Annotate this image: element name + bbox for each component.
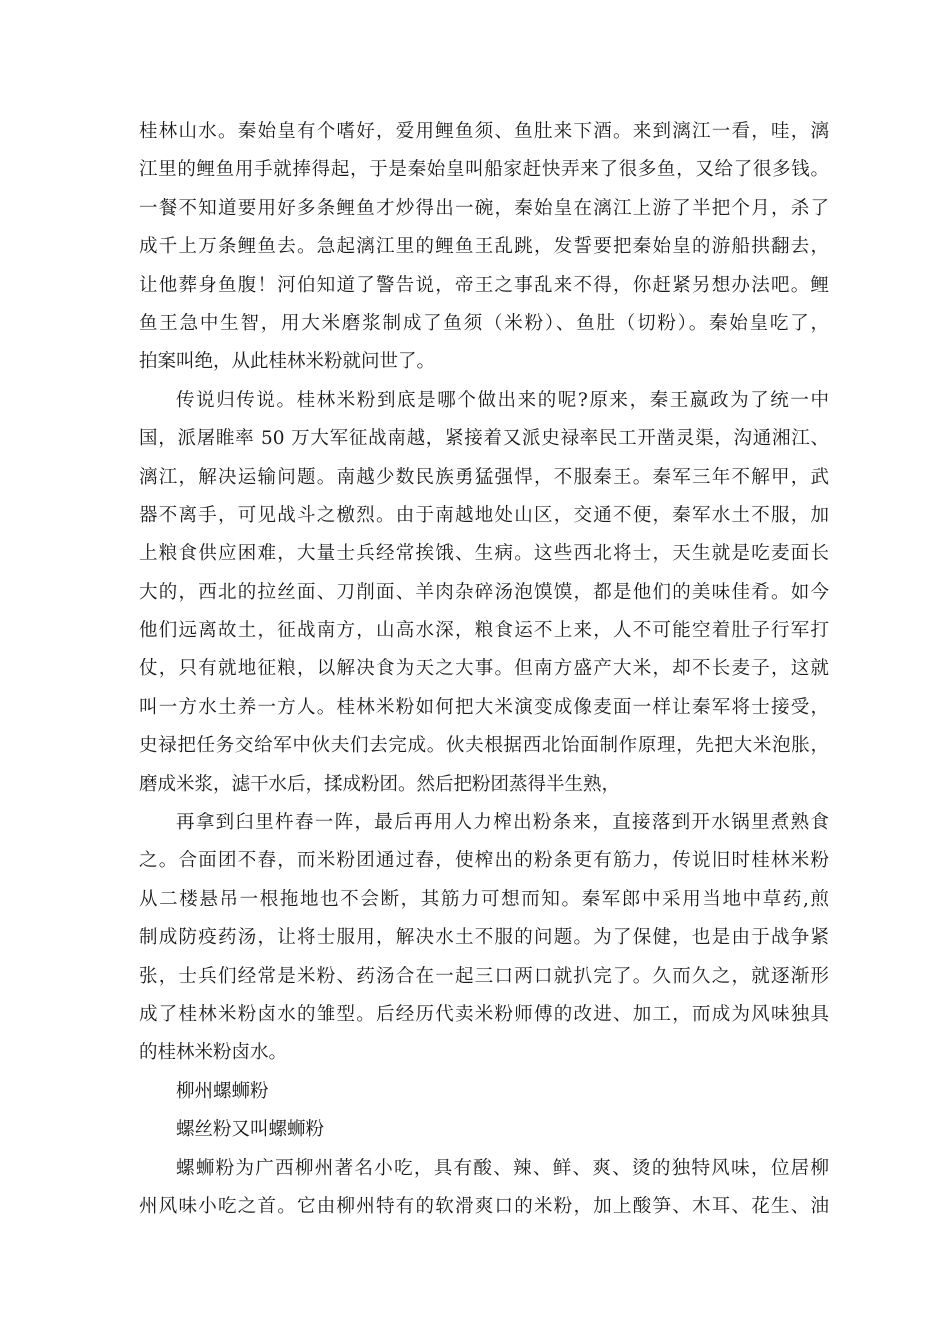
text-line: 鱼王急中生智，用大米磨浆制成了鱼须（米粉）、鱼肚（切粉）。秦始皇吃了， — [139, 312, 829, 334]
text-line: 螺丝粉又叫螺蛳粉 — [176, 1119, 325, 1141]
text-line: 之。合面团不舂，而米粉团通过舂，使榨出的粉条更有筋力，传说旧时桂林米粉 — [139, 850, 829, 872]
text-line: 让他葬身鱼腹！河伯知道了警告说，帝王之事乱来不得，你赶紧另想办法吧。鲤 — [139, 274, 829, 296]
text-line: 大的，西北的拉丝面、刀削面、羊肉杂碎汤泡馍馍，都是他们的美味佳肴。如今 — [139, 581, 829, 603]
text-line: 桂林山水。秦始皇有个嗜好，爱用鲤鱼须、鱼肚来下酒。来到漓江一看，哇，漓 — [139, 121, 829, 142]
text-line: 江里的鲤鱼用手就捧得起，于是秦始皇叫船家赶快弄来了很多鱼，又给了很多钱。 — [139, 159, 829, 181]
text-line: 器不离手，可见战斗之檄烈。由于南越地处山区，交通不便，秦军水土不服，加 — [139, 504, 829, 526]
text-line: 州风味小吃之首。它由柳州特有的软滑爽口的米粉，加上酸笋、木耳、花生、油 — [139, 1195, 829, 1217]
body-text — [139, 113, 829, 1226]
text-line: 成千上万条鲤鱼去。急起漓江里的鲤鱼王乱跳，发誓要把秦始皇的游船拱翻去， — [139, 236, 829, 258]
text-line: 螺蛳粉为广西柳州著名小吃，具有酸、辣、鲜、爽、烫的独特风味，位居柳 — [176, 1157, 829, 1179]
text-line: 一餐不知道要用好多条鲤鱼才炒得出一碗，秦始皇在漓江上游了半把个月，杀了 — [139, 197, 829, 219]
text-line: 传说归传说。桂林米粉到底是哪个做出来的呢?原来，秦王嬴政为了统一中 — [176, 389, 829, 411]
text-line: 的桂林米粉卤水。 — [139, 1042, 288, 1064]
text-line: 国，派屠睢率 50 万大军征战南越，紧接着又派史禄率民工开凿灵渠，沟通湘江、 — [139, 428, 829, 450]
text-line: 他们远离故土，征战南方，山高水深，粮食运不上来，人不可能空着肚子行军打 — [139, 620, 829, 642]
text-line: 柳州螺蛳粉 — [176, 1080, 269, 1102]
text-line: 从二楼悬吊一根拖地也不会断，其筋力可想而知。秦军郎中采用当地中草药,煎 — [139, 888, 829, 910]
text-line: 仗，只有就地征粮，以解决食为天之大事。但南方盛产大米，却不长麦子，这就 — [139, 658, 829, 680]
text-line: 再拿到臼里杵舂一阵，最后再用人力榨出粉条来，直接落到开水锅里煮熟食 — [176, 812, 829, 834]
text-line: 张，士兵们经常是米粉、药汤合在一起三口两口就扒完了。久而久之，就逐渐形 — [139, 965, 829, 987]
text-line: 制成防疫药汤，让将士服用，解决水土不服的问题。为了保健，也是由于战争紧 — [139, 927, 829, 949]
text-line: 史禄把任务交给军中伙夫们去完成。伙夫根据西北饴面制作原理，先把大米泡胀， — [139, 735, 829, 757]
text-line: 拍案叫绝，从此桂林米粉就问世了。 — [139, 351, 436, 373]
text-line: 叫一方水土养一方人。桂林米粉如何把大米演变成像麦面一样让秦军将士接受， — [139, 696, 829, 718]
text-line: 上粮食供应困难，大量士兵经常挨饿、生病。这些西北将士，天生就是吃麦面长 — [139, 543, 829, 565]
text-line: 漓江，解决运输问题。南越少数民族勇猛强悍，不服秦王。秦军三年不解甲，武 — [139, 466, 829, 488]
text-line: 磨成米浆，滤干水后，揉成粉团。然后把粉团蒸得半生熟， — [139, 773, 621, 795]
text-line: 成了桂林米粉卤水的雏型。后经历代卖米粉师傅的改进、加工，而成为风味独具 — [139, 1003, 829, 1025]
